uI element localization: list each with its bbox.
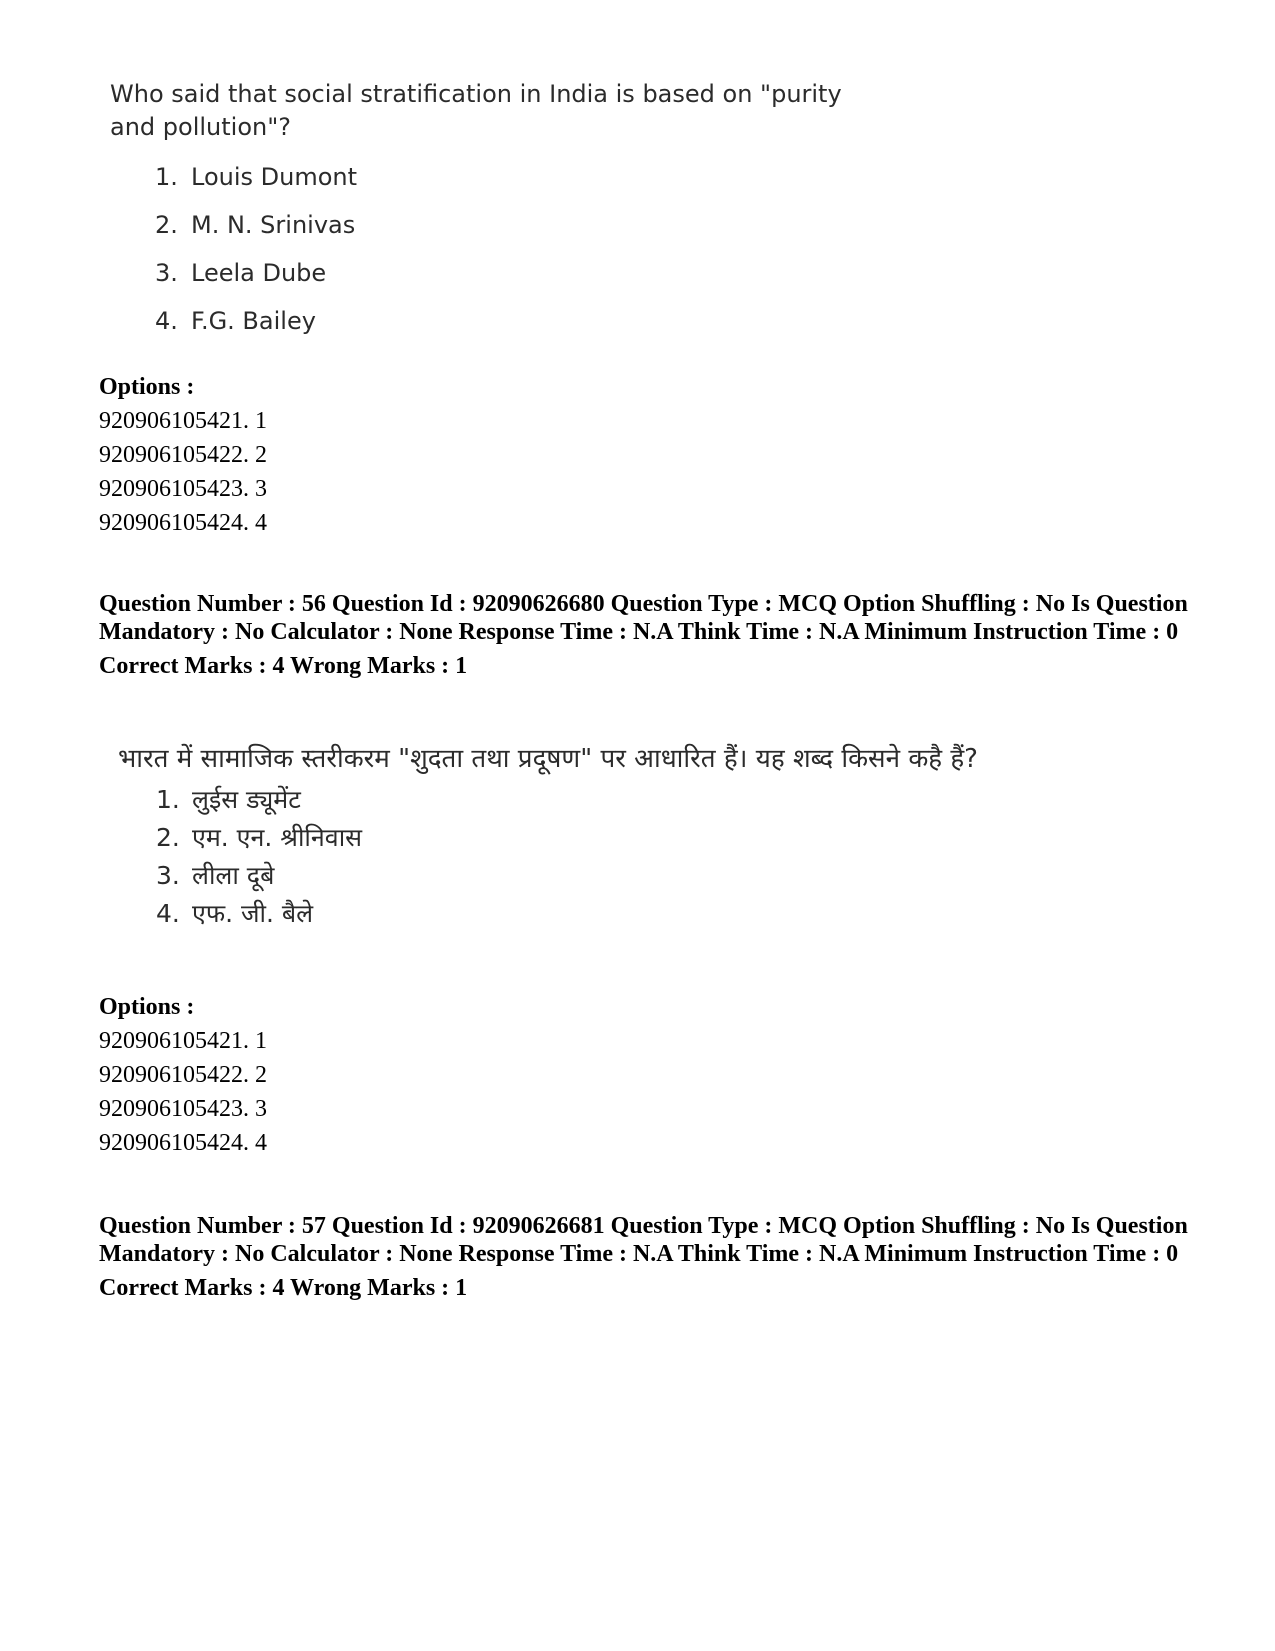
- choice-text: Louis Dumont: [191, 163, 358, 191]
- choice-number: 4.: [155, 307, 178, 335]
- option-line: 920906105424. 4: [99, 510, 267, 536]
- choice-text: एम. एन. श्रीनिवास: [192, 823, 363, 852]
- choice-number: 1.: [156, 785, 180, 814]
- choice-text: F.G. Bailey: [191, 307, 316, 335]
- choice-item: [155, 162, 870, 210]
- option-line: 920906105423. 3: [99, 1096, 267, 1122]
- options-heading: Options :: [99, 994, 195, 1020]
- question-marks: Correct Marks : 4 Wrong Marks : 1: [99, 1275, 468, 1301]
- choice-number: 1.: [155, 163, 178, 191]
- choice-number: 3.: [156, 861, 180, 890]
- question-meta-block: [99, 1212, 1189, 1302]
- option-line: 920906105422. 2: [99, 442, 267, 468]
- option-line: 920906105421. 1: [99, 1028, 267, 1054]
- choice-text: एफ. जी. बैले: [192, 899, 314, 928]
- choice-text: लीला दूबे: [192, 861, 275, 890]
- choice-number: 2.: [155, 211, 178, 239]
- choice-text: M. N. Srinivas: [191, 211, 356, 239]
- choice-item: [156, 820, 998, 858]
- choice-item: [156, 858, 998, 896]
- question-text: Who said that social stratification in India is based on "purity and pollution"?: [110, 80, 842, 141]
- option-line: 920906105424. 4: [99, 1130, 267, 1156]
- options-heading: Options :: [99, 374, 195, 400]
- choice-item: [156, 896, 998, 934]
- option-line: 920906105423. 3: [99, 476, 267, 502]
- choice-number: 3.: [155, 259, 178, 287]
- question-image-english: [110, 78, 870, 354]
- question-image-hindi: [118, 740, 998, 934]
- choice-number: 4.: [156, 899, 180, 928]
- option-line: 920906105421. 1: [99, 408, 267, 434]
- question-meta: Question Number : 57 Question Id : 92090626681 Question Type : MCQ Option Shuffling : No Is Question Mandatory : No Calculator : None Response Time : N.A Think Time : N.A Minimum Instruction Time : 0: [99, 1213, 1188, 1267]
- options-block: [99, 370, 267, 540]
- choice-text: लुईस ड्यूमेंट: [192, 785, 301, 814]
- question-meta: Question Number : 56 Question Id : 92090626680 Question Type : MCQ Option Shuffling : No Is Question Mandatory : No Calculator : None Response Time : N.A Think Time : N.A Minimum Instruction Time : 0: [99, 591, 1188, 645]
- choice-number: 2.: [156, 823, 180, 852]
- options-block: [99, 990, 267, 1160]
- choice-item: [155, 210, 870, 258]
- question-text: भारत में सामाजिक स्तरीकरम "शुदता तथा प्रदूषण" पर आधारित हैं। यह शब्द किसने कहै हैं?: [118, 744, 978, 774]
- choice-list: [156, 782, 998, 934]
- choice-list: [155, 162, 870, 354]
- question-marks: Correct Marks : 4 Wrong Marks : 1: [99, 653, 468, 679]
- choice-item: [155, 258, 870, 306]
- choice-item: [155, 306, 870, 354]
- question-meta-block: [99, 590, 1189, 680]
- option-line: 920906105422. 2: [99, 1062, 267, 1088]
- choice-item: [156, 782, 998, 820]
- choice-text: Leela Dube: [191, 259, 327, 287]
